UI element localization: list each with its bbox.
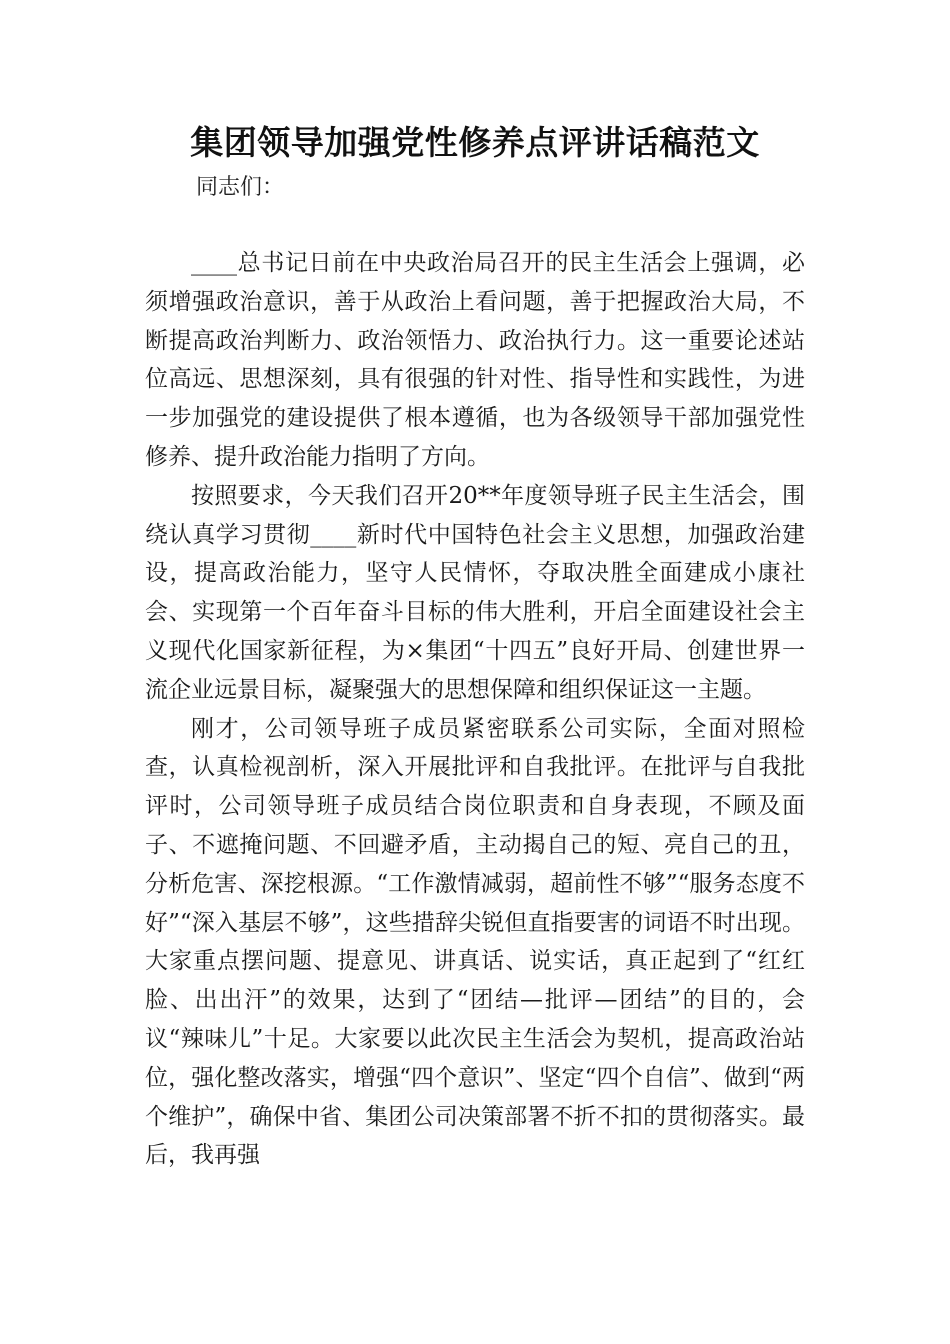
document-title: 集团领导加强党性修养点评讲话稿范文 [190, 123, 760, 162]
salutation: 同志们： [196, 175, 285, 200]
document-body [145, 244, 805, 1175]
paragraph-1: ____总书记日前在中央政治局召开的民主生活会上强调，必须增强政治意识，善于从政治上看问题，善于把握政治大局，不断提高政治判断力、政治领悟力、政治执行力。这一重要论述站位高远、思想深刻，具有很强的针对性、指导性和实践性，为进一步加强党的建设提供了根本遵循，也为各级领导干部加强党性修养、提升政治能力指明了方向。 [145, 250, 805, 470]
paragraph-3: 刚才，公司领导班子成员紧密联系公司实际，全面对照检查，认真检视剖析，深入开展批评和自我批评。在批评与自我批评时，公司领导班子成员结合岗位职责和自身表现，不顾及面子、不遮掩问题、不回避矛盾，主动揭自己的短、亮自己的丑，分析危害、深挖根源。“工作激情减弱，超前性不够”“服务态度不好”“深入基层不够”，这些措辞尖锐但直指要害的词语不时出现。大家重点摆问题、提意见、讲真话、说实话，真正起到了“红红脸、出出汗”的效果，达到了“团结—批评—团结”的目的，会议“辣味儿”十足。大家要以此次民主生活会为契机，提高政治站位，强化整改落实，增强“四个意识”、坚定“四个自信”、做到“两个维护”，确保中省、集团公司决策部署不折不扣的贯彻落实。最后，我再强 [145, 715, 805, 1169]
paragraph-2: 按照要求，今天我们召开20**年度领导班子民主生活会，围绕认真学习贯彻____新时代中国特色社会主义思想，加强政治建设，提高政治能力，坚守人民情怀，夺取决胜全面建成小康社会、实现第一个百年奋斗目标的伟大胜利，开启全面建设社会主义现代化国家新征程，为×集团“十四五”良好开局、创建世界一流企业远景目标，凝聚强大的思想保障和组织保证这一主题。 [145, 482, 805, 703]
